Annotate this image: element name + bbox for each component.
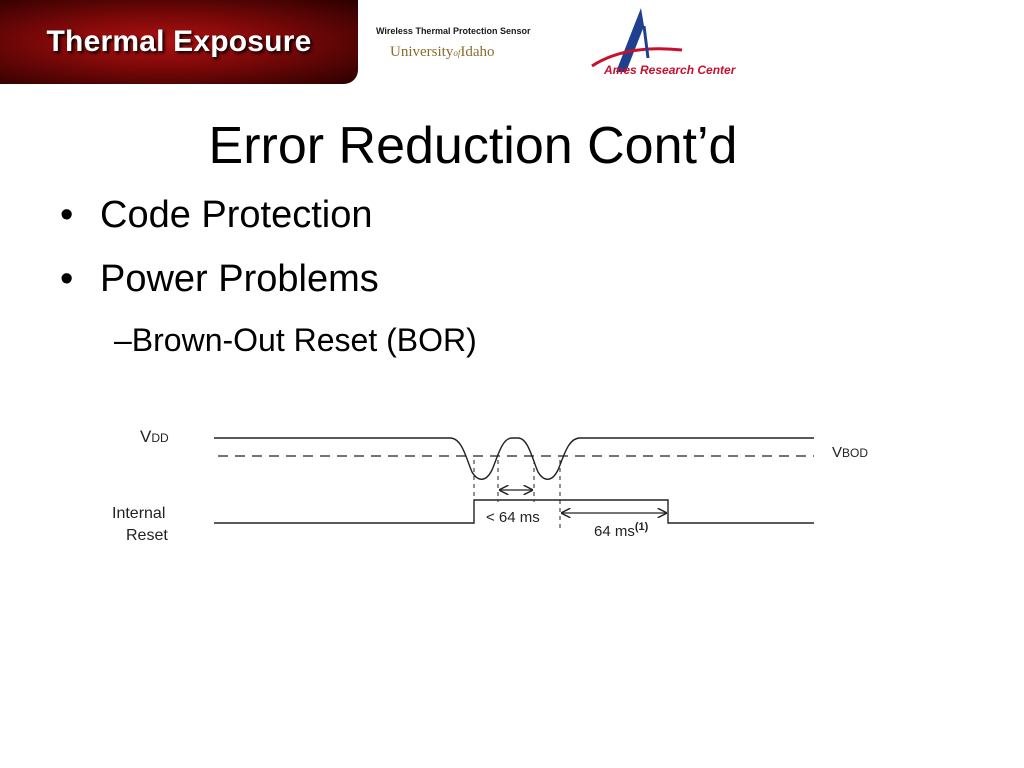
sensor-label: Wireless Thermal Protection Sensor (376, 26, 531, 36)
university-of: of (453, 48, 461, 58)
sub-bullet-bor (114, 324, 477, 356)
bullet-power-problems (60, 260, 379, 298)
short-interval-label: < 64 ms (486, 509, 540, 526)
vdd-waveform (214, 438, 814, 479)
university-pre: University (390, 44, 454, 60)
slide-title: Error Reduction Cont’d (208, 117, 738, 175)
reset-label-line1: Internal (112, 505, 166, 522)
long-interval-label: 64 $ms^{(1)}$ (594, 521, 649, 540)
bullet-mark: • (60, 258, 74, 300)
ames-label: Ames Research Center (604, 63, 736, 77)
university-post: Idaho (460, 44, 495, 60)
banner-title: Thermal Exposure (46, 25, 312, 58)
university-logo-text (390, 44, 495, 61)
vbod-label: VBOD (832, 444, 869, 461)
sub-bullet-text: Brown-Out Reset (BOR) (131, 322, 477, 358)
bullet-text: Power Problems (100, 258, 379, 300)
bullet-code-protection (60, 196, 373, 234)
bullet-text: Code Protection (100, 194, 373, 236)
reset-label-line2: Reset (126, 527, 168, 544)
vdd-label: VDD (140, 427, 169, 446)
bor-timing-diagram (100, 410, 900, 560)
bullet-mark: • (60, 194, 74, 236)
sub-bullet-mark: – (114, 322, 132, 358)
